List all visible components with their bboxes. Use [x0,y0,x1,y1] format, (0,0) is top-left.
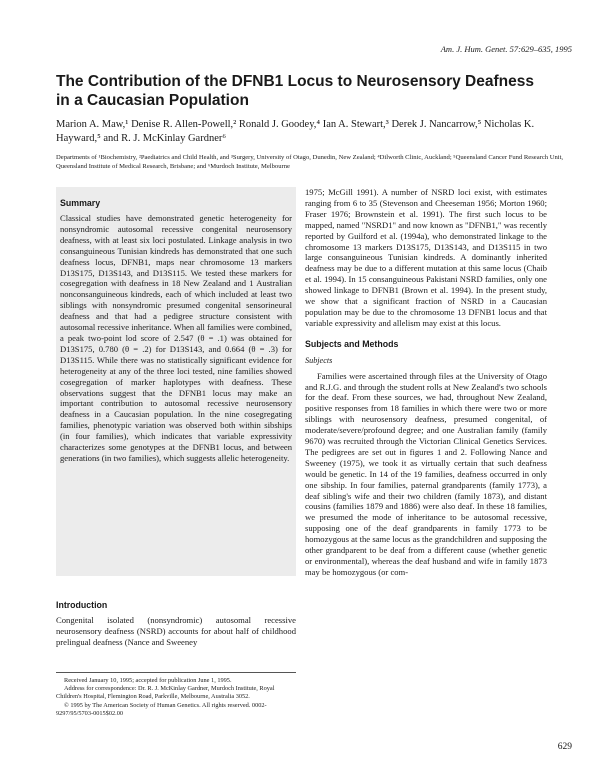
footnote-received: Received January 10, 1995; accepted for publication June 1, 1995. [64,677,232,684]
abstract-text [60,213,292,464]
introduction-paragraph: Congenital isolated (nonsyndromic) autosomal recessive neurosensory deafness (NSRD) accounts for about half of childhood prelingual deafness (Nance and Sweeney [56,615,296,647]
intro-continued-paragraph: 1975; McGill 1991). A number of NSRD loci exist, with estimates ranging from 6 to 35 (Stevenson and Cheeseman 1956; Morton 1960; Fraser 1976; Brownstein et al. 1991). The first such locus to be mapped, named "NSRD1" and now known as "DFNB1," was recently reported by Guilford et al. (1994a), who demonstrated linkage to the chromosome 13 markers D13S175, D13S143, and D13S115 in two large consanguineous Tunisian kindreds. A dominantly inherited deafness may be due to a different mutation at this same locus (Chaib et al. 1994). In 15 consanguineous Pakistani NSRD families, only one showed linkage to DFNB1 (Brown et al. 1994). In the present study, we show that a significant fraction of NSRD in a Caucasian population may be due to the chromosome 13 DFNB1 locus and that variable expressivity and allelism may exist at this locus. [305,187,547,328]
article-title: The Contribution of the DFNB1 Locus to Neurosensory Deafness in a Caucasian Population [56,73,534,109]
methods-heading: Subjects and Methods [305,338,399,349]
introduction-heading: Introduction [56,600,108,610]
footnote-divider [56,672,296,673]
footnotes [56,677,296,718]
footnote-copyright: © 1995 by The American Society of Human Genetics. All rights reserved. 0002-9297/95/5703-0015$02.00 [56,701,267,717]
footnote-correspondence: Address for correspondence: Dr. R. J. McKinlay Gardner, Murdoch Institute, Royal Children's Hospital, Flemington Road, Parkville, Melbourne, Australia 3052. [56,685,275,701]
journal-citation: Am. J. Hum. Genet. 57:629–635, 1995 [440,44,572,54]
abstract-paragraph: Classical studies have demonstrated genetic heterogeneity for nonsyndromic autosomal recessive congenital neurosensory deafness, with at least six loci postulated. Linkage analysis in two consanguineous Tunisian kindreds has demonstrated that one such deafness locus, DFNB1, maps near chromosome 13 markers D13S175, D13S143, and D13S115. We tested these markers for cosegregation with deafness in 18 New Zealand and 1 Australian nonconsanguineous kindreds, each of which included at least two siblings with nonsyndromic presumed congenital sensorineural deafness and that had a pedigree structure consistent with autosomal recessive inheritance. When all families were combined, a peak two-point lod score of 2.547 (θ = .1) was obtained for D13S175, 0.780 (θ = .2) for D13S143, and 0.664 (θ = .3) for D13S115. While there was no statistically significant evidence for heterogeneity at any of the three loci tested, nine families showed cosegregation of marker haplotypes with deafness. These observations suggest that the DFNB1 locus may make an important contribution to autosomal recessive neurosensory deafness in a Caucasian population. In the nine cosegregating families, phenotypic variation was observed both within sibships (in four families), which indicates that variable expressivity characterizes some genotypes at the DFNB1 locus, and between generations (in two families), which suggests allelic heterogeneity. [60,213,292,463]
subjects-subheading: Subjects [305,355,333,365]
introduction-text [56,615,296,648]
page-number: 629 [557,742,572,752]
subjects-paragraph: Families were ascertained through files at the University of Otago and R.J.G. and through the student rolls at New Zealand's two schools for the deaf. From these sources, we had, throughout New Zealand, positive responses from 18 families in which there were two or more siblings with neurosensory deafness, presumed congenital, of moderate/severe/profound degree; and one Australian family (family 9670) was recruited through the Victorian Clinical Genetics Services. The pedigrees are set out in figures 1 and 2. Following Nance and Sweeney (1975), we took it as virtually certain that such deafness would be genetic. In 14 of the 19 families, deafness occurred in only one sibship. In four families, paternal grandparents (family 1773), a deaf sibling's wife and their two children (family 1873), and distant cousins (families 1879 and 1886) were also deaf. In these 18 families, we presumed the mode of inheritance to be autosomal recessive, supposing one of the deaf grandparents in family 1773 to be homozygous at the same locus as the grandchildren and supposing the other grandparent to be deaf from a different cause (whether genetic or environmental), whereas the deaf husband and wife in family 1873 may be homozygous (or com- [305,370,547,577]
right-column [305,187,547,578]
abstract-heading: Summary [60,198,101,208]
affiliations: Departments of ¹Biochemistry, ²Paediatrics and Child Health, and ³Surgery, University of Otago, Dunedin, New Zealand; ⁴Dilworth Clinic, Auckland; ⁵Queensland Cancer Fund Research Unit, Queensland Institute of Medical Research, Brisbane; and ⁶Murdoch Institute, Melbourne [56,154,564,170]
author-list: Marion A. Maw,¹ Denise R. Allen-Powell,² Ronald J. Goodey,⁴ Ian A. Stewart,³ Derek J. Nancarrow,⁵ Nicholas K. Hayward,⁵ and R. J. McKinlay Gardner⁶ [56,119,535,144]
